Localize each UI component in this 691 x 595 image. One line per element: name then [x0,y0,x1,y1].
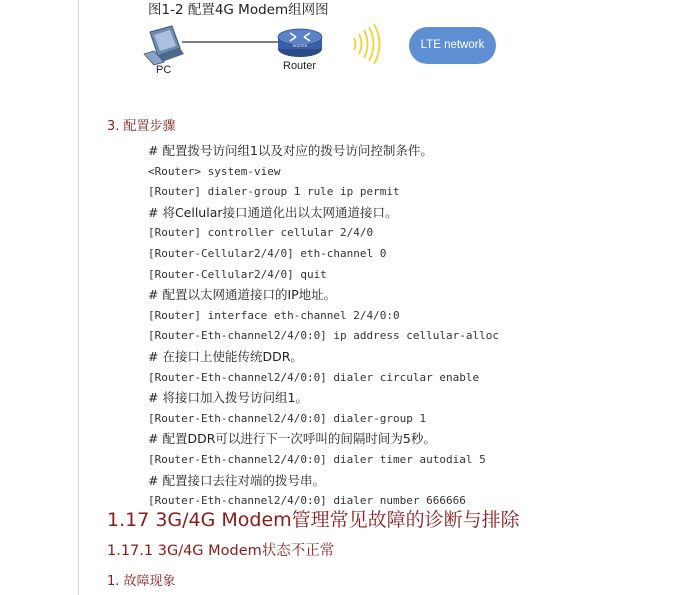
comment-line: # 将Cellular接口通道化出以太网通道接口。 [148,204,398,220]
code-line: [Router-Cellular2/4/0] quit [148,267,327,281]
comment-line: # 配置以太网通道接口的IP地址。 [148,287,337,303]
router-label: Router [283,60,317,72]
section-heading: 1.17 3G/4G Modem管理常见故障的诊断与排除 [107,509,520,531]
pc-label: PC [156,64,172,76]
lte-network-cloud: LTE network [409,27,496,64]
step-heading: 3. 配置步骤 [107,119,176,134]
code-line: [Router-Eth-channel2/4/0:0] dialer-group 1 [148,411,427,425]
figure-caption: 图1-2 配置4G Modem组网图 [148,2,329,18]
comment-line: # 将接口加入拨号访问组1。 [148,390,308,406]
wireless-signal-icon [354,24,380,64]
comment-line: # 配置接口去往对端的拨号串。 [148,472,325,488]
code-line: [Router-Eth-channel2/4/0:0] ip address cellular-alloc [148,329,499,343]
comment-line: # 配置DDR可以进行下一次呼叫的间隔时间为5秒。 [148,431,436,447]
router-badge: ROUTER [292,44,308,48]
fault-symptom-heading: 1. 故障现象 [107,574,176,589]
config-steps [148,141,499,512]
code-line: [Router-Cellular2/4/0] eth-channel 0 [148,246,387,260]
code-line: [Router-Eth-channel2/4/0:0] dialer number 666666 [148,494,466,508]
code-line: [Router-Eth-channel2/4/0:0] dialer circular enable [148,370,480,384]
code-line: <Router> system-view [148,164,281,178]
pc-icon [144,26,184,65]
router-icon [278,29,322,57]
comment-line: # 配置拨号访问组1以及对应的拨号访问控制条件。 [148,143,433,158]
code-line: [Router-Eth-channel2/4/0:0] dialer timer autodial 5 [148,452,486,466]
comment-line: # 在接口上使能传统DDR。 [148,348,303,364]
left-border-rule [78,0,79,595]
code-line: [Router] controller cellular 2/4/0 [148,226,374,240]
network-diagram [140,18,520,83]
code-line: [Router] interface eth-channel 2/4/0:0 [148,308,400,322]
subsection-heading: 1.17.1 3G/4G Modem状态不正常 [107,543,335,559]
code-line: [Router] dialer-group 1 rule ip permit [148,185,400,199]
